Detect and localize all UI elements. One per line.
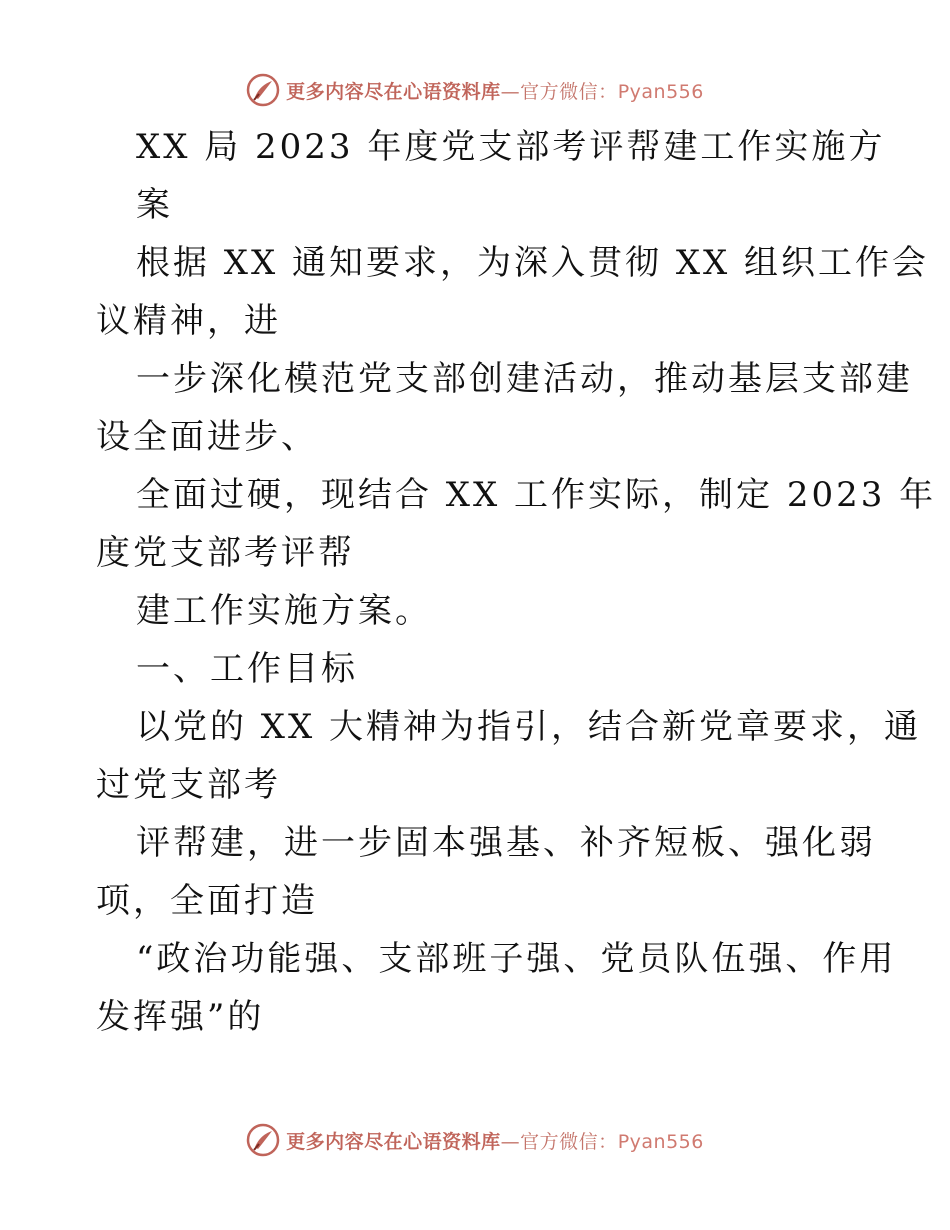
doc-paragraph-line: 项，全面打造	[96, 881, 318, 921]
doc-paragraph-line: 过党支部考	[96, 765, 281, 805]
doc-paragraph-line: 建工作实施方案。	[136, 591, 432, 631]
doc-paragraph-line: 度党支部考评帮	[96, 533, 355, 573]
banner-rest-text: —官方微信：	[500, 1130, 618, 1153]
document-body	[96, 118, 937, 1046]
banner-text	[286, 77, 704, 104]
doc-paragraph-line: 全面过硬，现结合 XX 工作实际，制定 2023 年	[136, 475, 937, 515]
doc-paragraph-line: 发挥强”的	[96, 997, 265, 1037]
quill-seal-logo-icon	[246, 73, 280, 107]
banner-rest-text: —官方微信：	[500, 80, 618, 103]
doc-paragraph-line: 以党的 XX 大精神为指引，结合新党章要求，通	[136, 707, 922, 747]
doc-paragraph-line: 评帮建，进一步固本强基、补齐短板、强化弱	[136, 823, 876, 863]
banner-strong-text: 更多内容尽在心语资料库	[286, 80, 501, 103]
banner-brand-text: Pyan556	[617, 1130, 704, 1153]
doc-title-line-1: XX 局 2023 年度党支部考评帮建工作实施方	[136, 127, 886, 167]
header-watermark-banner	[0, 70, 950, 110]
doc-paragraph-line: 根据 XX 通知要求，为深入贯彻 XX 组织工作会	[136, 243, 930, 283]
doc-paragraph-line: 一步深化模范党支部创建活动，推动基层支部建	[136, 359, 913, 399]
doc-section-heading: 一、工作目标	[136, 649, 358, 689]
doc-paragraph-line: “政治功能强、支部班子强、党员队伍强、作用	[136, 939, 897, 979]
doc-title-line-2: 案	[136, 185, 173, 225]
banner-text	[286, 1127, 704, 1154]
quill-seal-logo-icon	[246, 1123, 280, 1157]
banner-brand-text: Pyan556	[617, 80, 704, 103]
doc-paragraph-line: 议精神，进	[96, 301, 281, 341]
doc-paragraph-line: 设全面进步、	[96, 417, 318, 457]
banner-strong-text: 更多内容尽在心语资料库	[286, 1130, 501, 1153]
footer-watermark-banner	[0, 1120, 950, 1160]
